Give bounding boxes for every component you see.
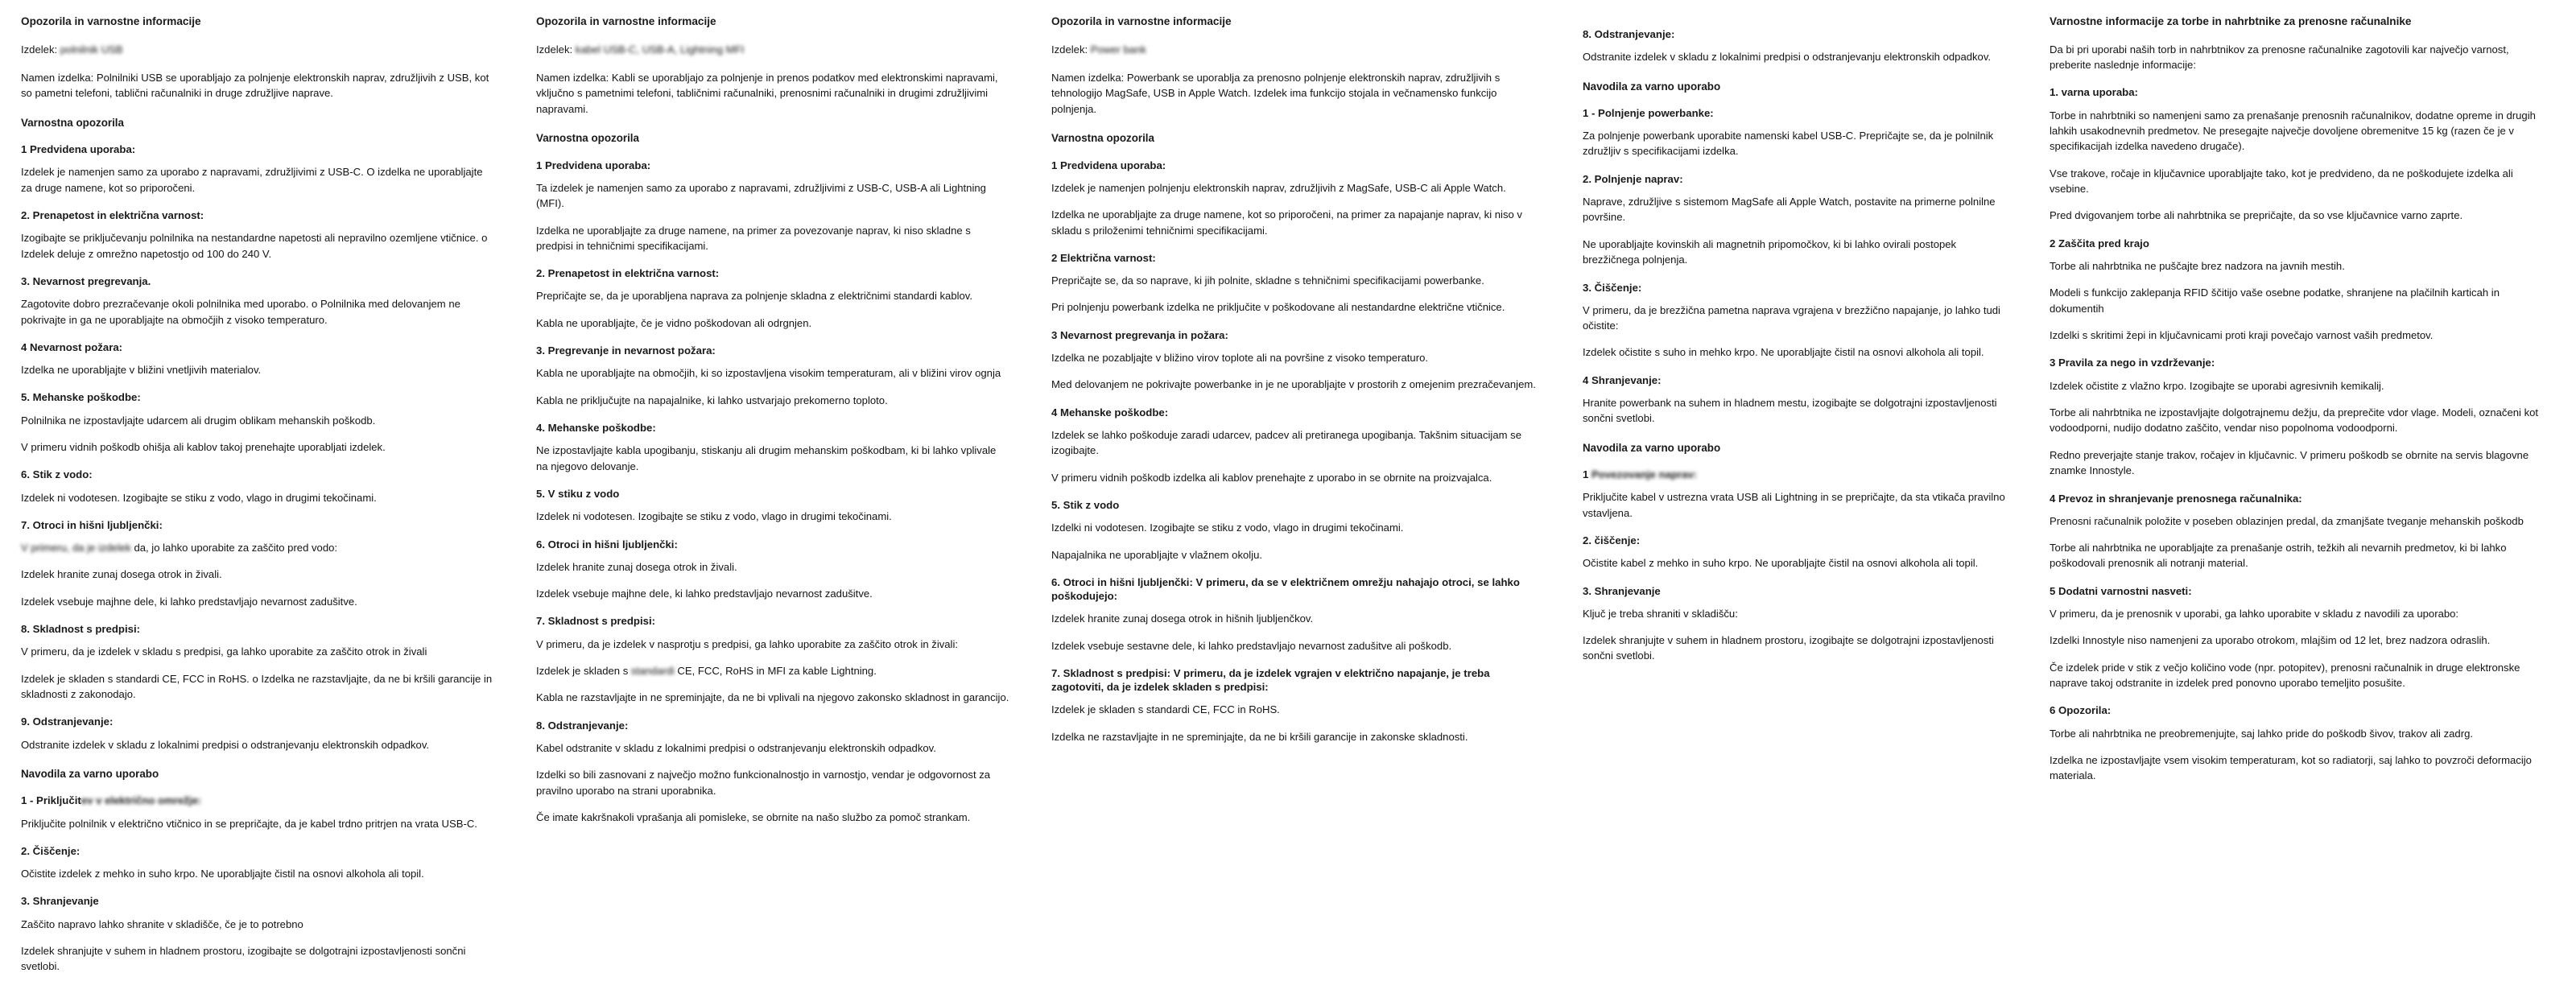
subsection-heading: 3. Shranjevanje <box>1583 584 1661 597</box>
paragraph: Izdelki s skritimi žepi in ključavnicami proti kraji povečajo varnost vaših predmetov. <box>2050 329 2434 342</box>
subsection-heading: 2. Polnjenje naprav: <box>1583 172 1683 185</box>
section-heading: Varnostna opozorila <box>536 132 639 145</box>
subsection-heading: 5 Dodatni varnostni nasveti: <box>2050 584 2192 597</box>
paragraph: Zagotovite dobro prezračevanje okoli polnilnika med uporabo. o Polnilnika med delovanjem ne pokrivajte in ga ne uporabljajte na območjih z visoko temperaturo. <box>21 298 460 326</box>
paragraph: Izdelka ne razstavljajte in ne spreminjajte, da ne bi kršili garancije in zakonske skladnosti. <box>1051 730 1468 743</box>
section-title: Opozorila in varnostne informacije <box>21 15 201 27</box>
paragraph: V primeru, da je brezžična pametna naprava vgrajena v brezžično napajanje, jo lahko tudi očistite: <box>1583 303 2000 332</box>
paragraph: Izdelek očistite s suho in mehko krpo. Ne uporabljajte čistil na osnovi alkohola ali topil. <box>1583 346 1984 359</box>
paragraph: Ne uporabljajte kovinskih ali magnetnih pripomočkov, ki bi lahko ovirali postopek brezžičnega polnjenja. <box>1583 237 1957 266</box>
paragraph: Izdelka ne uporabljajte za druge namene, na primer za povezovanje naprav, ki niso skladne s predpisi in tehničnimi specifikacijami. <box>536 224 971 252</box>
heading-redacted-part: ev v električno omrežje: <box>80 794 202 807</box>
paragraph: V primeru, da je izdelek v nasprotju s predpisi, ga lahko uporabite za zaščito otrok in živali: <box>536 637 959 650</box>
paragraph: Izdelek hranite zunaj dosega otrok in živali. <box>21 568 222 581</box>
paragraph: Torbe ali nahrbtnika ne uporabljajte za prenašanje ostrih, težkih ali nevarnih predmetov, ki bi lahko poškodovali prenosnik ali notranji material. <box>2050 542 2507 570</box>
paragraph-visible-part-2: CE, FCC, RoHS in MFI za kable Lightning. <box>674 664 877 677</box>
paragraph: Izdelek hranite zunaj dosega otrok in hišnih ljubljenčkov. <box>1051 612 1314 625</box>
paragraph: Polnilnika ne izpostavljajte udarcem ali drugim oblikam mehanskih poškodb. <box>21 414 376 427</box>
paragraph: Prepričajte se, da so naprave, ki jih polnite, skladne s tehničnimi specifikacijami powerbanke. <box>1051 274 1484 287</box>
paragraph: Odstranite izdelek v skladu z lokalnimi predpisi o odstranjevanju elektronskih odpadkov. <box>1583 51 1992 64</box>
paragraph: Izdelka ne uporabljajte v bližini vnetljivih materialov. <box>21 364 262 377</box>
paragraph: Hranite powerbank na suhem in hladnem mestu, izogibajte se dolgotrajni izpostavljenosti sončni svetlobi. <box>1583 396 1997 425</box>
section-heading: Navodila za varno uporabo <box>21 768 159 780</box>
paragraph: Pred dvigovanjem torbe ali nahrbtnika se prepričajte, da so vse ključavnice varno zaprte. <box>2050 209 2463 222</box>
paragraph: Naprave, združljive s sistemom MagSafe ali Apple Watch, postavite na primerne polnilne površine. <box>1583 196 1996 224</box>
subsection-heading: 6. Otroci in hišni ljubljenčki: V primeru, da se v električnem omrežju nahajajo otroci, se lahko poškodujejo: <box>1051 575 1520 603</box>
subsection-heading: 6 Opozorila: <box>2050 704 2112 717</box>
product-name-line <box>536 42 1009 57</box>
product-name-line <box>21 42 494 57</box>
document-column-3 <box>1030 14 1562 756</box>
paragraph: Kabla ne uporabljajte na območjih, ki so izpostavljena visokim temperaturam, ali v bližini virov ognja <box>536 367 1001 380</box>
subsection-heading: 6. Stik z vodo: <box>21 468 93 481</box>
heading-redacted-part: Povezovanje naprav: <box>1591 468 1698 481</box>
paragraph: Izdelka ne pozabljajte v bližino virov toplote ali na površine z visoko temperaturo. <box>1051 351 1428 364</box>
subsection-heading: 3. Shranjevanje <box>21 895 99 908</box>
paragraph: V primeru, da je prenosnik v uporabi, ga lahko uporabite v skladu z navodili za uporabo: <box>2050 607 2459 620</box>
paragraph: Izdelki Innostyle niso namenjeni za uporabo otrokom, mlajšim od 12 let, brez nadzora odraslih. <box>2050 634 2491 647</box>
paragraph: Modeli s funkcijo zaklepanja RFID ščitijo vaše osebne podatke, shranjene na plačilnih karticah in dokumentih <box>2050 287 2500 315</box>
document-column-1 <box>0 14 515 986</box>
subsection-heading: 3. Čiščenje: <box>1583 281 1642 294</box>
subsection-heading: 3. Nevarnost pregrevanja. <box>21 275 151 288</box>
paragraph: V primeru vidnih poškodb izdelka ali kablov prenehajte z uporabo in se obrnite na proizvajalca. <box>1051 471 1492 484</box>
paragraph: Izdelek je namenjen samo za uporabo z napravami, združljivimi z USB-C. O izdelka ne uporabljajte za druge namene, kot so priporočeni. <box>21 166 483 194</box>
paragraph: Torbe ali nahrbtnika ne preobremenjujte, saj lahko pride do poškodb šivov, trakov ali zadrg. <box>2050 727 2473 740</box>
paragraph: Izdelek hranite zunaj dosega otrok in živali. <box>536 560 737 573</box>
heading-visible-part: 1 - Priključit <box>21 794 81 807</box>
section-heading: Navodila za varno uporabo <box>1583 80 1721 93</box>
subsection-heading: 2. Čiščenje: <box>21 844 80 857</box>
subsection-heading: 2. Prenapetost in električna varnost: <box>536 267 720 280</box>
subsection-heading: 5. Mehanske poškodbe: <box>21 391 141 404</box>
paragraph: Med delovanjem ne pokrivajte powerbanke in je ne uporabljajte v prostorih z omejenim prezračevanjem. <box>1051 378 1536 391</box>
paragraph: Izdelki ni vodotesen. Izogibajte se stiku z vodo, vlago in drugimi tekočinami. <box>1051 522 1404 534</box>
section-heading: Navodila za varno uporabo <box>1583 441 1721 454</box>
product-label: Izdelek: <box>21 43 60 56</box>
subsection-heading: 4 Nevarnost požara: <box>21 340 123 353</box>
paragraph: Izdelek shranjujte v suhem in hladnem prostoru, izogibajte se dolgotrajni izpostavljenosti sončni svetlobi. <box>21 945 466 973</box>
paragraph: Priključite polnilnik v električno vtičnico in se prepričajte, da je kabel trdno pritrjen na vrata USB-C. <box>21 817 477 830</box>
paragraph: Kabla ne razstavljajte in ne spreminjajte, da ne bi vplivali na njegovo zakonsko skladnost in garancijo. <box>536 691 1009 704</box>
document-column-5 <box>2029 14 2560 795</box>
paragraph: Namen izdelka: Kabli se uporabljajo za polnjenje in prenos podatkov med elektronskimi napravami, vključno s pametnimi telefoni, tabličnimi računalniki, prenosnimi računalniki in drugimi združljivimi napravami. <box>536 72 998 115</box>
product-value-redacted: Power bank <box>1090 43 1146 56</box>
product-value-redacted: polnilnik USB <box>60 43 123 56</box>
paragraph: Ta izdelek je namenjen samo za uporabo z napravami, združljivimi z USB-C, USB-A ali Lightning (MFI). <box>536 181 986 210</box>
paragraph: Kabel odstranite v skladu z lokalnimi predpisi o odstranjevanju elektronskih odpadkov. <box>536 741 936 754</box>
subsection-heading: 1. varna uporaba: <box>2050 86 2138 99</box>
subsection-heading: 1 - Polnjenje powerbanke: <box>1583 106 1714 119</box>
subsection-heading: 7. Skladnost s predpisi: <box>536 615 656 628</box>
paragraph: Namen izdelka: Powerbank se uporablja za prenosno polnjenje elektronskih naprav, združljivih s tehnologijo MagSafe, USB in Apple Watch. Izdelek ima funkcijo stojala in večnamensko funkcijo polnjenja. <box>1051 72 1501 115</box>
paragraph: Ključ je treba shraniti v skladišču: <box>1583 607 1738 620</box>
subsection-heading: 6. Otroci in hišni ljubljenčki: <box>536 538 678 550</box>
subsection-heading: 3 Pravila za nego in vzdrževanje: <box>2050 357 2215 369</box>
paragraph: V primeru vidnih poškodb ohišja ali kablov takoj prenehajte uporabljati izdelek. <box>21 441 386 453</box>
subsection-heading: 2 Zaščita pred krajo <box>2050 237 2149 249</box>
paragraph-visible-part: da, jo lahko uporabite za zaščito pred vodo: <box>130 542 338 555</box>
paragraph: Izdelek se lahko poškoduje zaradi udarcev, padcev ali pretiranega upogibanja. Takšnim situacijam se izogibajte. <box>1051 428 1521 457</box>
document-column-2 <box>515 14 1030 836</box>
product-value-redacted: kabel USB-C, USB-A, Lightning MFI <box>575 43 745 56</box>
paragraph-redacted-part: standardi <box>630 664 675 677</box>
subsection-heading: 3 Nevarnost pregrevanja in požara: <box>1051 328 1228 341</box>
paragraph: Izdelki so bili zasnovani z največjo možno funkcionalnostjo in varnostjo, vendar je odgovornost za pravilno uporabo na strani uporabnika. <box>536 769 991 797</box>
paragraph: Izdelek shranjujte v suhem in hladnem prostoru, izogibajte se dolgotrajni izpostavljenosti sončni svetlobi. <box>1583 634 1994 662</box>
paragraph: Izdelek ni vodotesen. Izogibajte se stiku z vodo, vlago in drugimi tekočinami. <box>536 510 892 523</box>
paragraph: Izdelek vsebuje majhne dele, ki lahko predstavljajo nevarnost zadušitve. <box>21 595 357 608</box>
paragraph: Namen izdelka: Polnilniki USB se uporabljajo za polnjenje elektronskih naprav, združljivih z USB, kot so pametni telefoni, tablični računalniki in druge združljive naprave. <box>21 72 489 100</box>
subsection-heading: 9. Odstranjevanje: <box>21 715 114 728</box>
subsection-heading: 1 Predvidena uporaba: <box>1051 159 1166 171</box>
paragraph-visible-part: Izdelek je skladen s <box>536 664 631 677</box>
paragraph: Torbe ali nahrbtnika ne puščajte brez nadzora na javnih mestih. <box>2050 259 2345 272</box>
product-label: Izdelek: <box>1051 43 1091 56</box>
paragraph: Izdelek je namenjen polnjenju elektronskih naprav, združljivih z MagSafe, USB-C ali Apple Watch. <box>1051 181 1506 194</box>
paragraph: Izdelek vsebuje majhne dele, ki lahko predstavljajo nevarnost zadušitve. <box>536 588 873 600</box>
subsection-heading: 2 Električna varnost: <box>1051 251 1156 264</box>
paragraph: Da bi pri uporabi naših torb in nahrbtnikov za prenosne računalnike zagotovili kar največjo varnost, preberite naslednje informacije: <box>2050 43 2509 72</box>
subsection-heading: 2. čiščenje: <box>1583 534 1641 547</box>
paragraph: Očistite izdelek z mehko in suho krpo. Ne uporabljajte čistil na osnovi alkohola ali topil. <box>21 868 424 880</box>
paragraph: Zaščito napravo lahko shranite v skladišče, če je to potrebno <box>21 917 303 930</box>
paragraph-redacted-part: V primeru, da je izdelek <box>21 542 131 555</box>
paragraph: V primeru, da je izdelek v skladu s predpisi, ga lahko uporabite za zaščito otrok in živali <box>21 645 427 658</box>
document-column-4 <box>1562 14 2029 675</box>
paragraph: Izdelek ni vodotesen. Izogibajte se stiku z vodo, vlago in drugimi tekočinami. <box>21 491 377 504</box>
paragraph-redacted <box>21 540 494 555</box>
paragraph: Izdelek očistite z vlažno krpo. Izogibajte se uporabi agresivnih kemikalij. <box>2050 379 2384 392</box>
paragraph: Če imate kakršnakoli vprašanja ali pomisleke, se obrnite na našo službo za pomoč strankam. <box>536 810 971 823</box>
paragraph: Ne izpostavljajte kabla upogibanju, stiskanju ali drugim mehanskim poškodbam, ki bi lahko vplivale na njegovo delovanje. <box>536 444 997 472</box>
paragraph-redacted <box>536 663 1009 678</box>
paragraph: Redno preverjajte stanje trakov, ročajev in ključavnic. V primeru poškodb se obrnite na servis blagovne znamke Innostyle. <box>2050 448 2529 477</box>
subsection-heading: 4. Mehanske poškodbe: <box>536 422 656 435</box>
subsection-heading: 4 Prevoz in shranjevanje prenosnega računalnika: <box>2050 492 2302 505</box>
paragraph: Torbe ali nahrbtnika ne izpostavljajte dolgotrajnemu dežju, da preprečite vdor vlage. Modeli, označeni kot vodoodporni, nudijo dodatno zaščito, vendar niso popolnoma vodoodporni. <box>2050 406 2539 435</box>
subsection-heading: 7. Otroci in hišni ljubljenčki: <box>21 518 163 531</box>
section-heading: Varnostna opozorila <box>1051 132 1154 145</box>
paragraph: Vse trakove, ročaje in ključavnice uporabljajte tako, kot je predvideno, da ne poškodujete izdelka ali vsebine. <box>2050 167 2513 196</box>
section-title: Varnostne informacije za torbe in nahrbtnike za prenosne računalnike <box>2050 15 2412 27</box>
subsection-heading: 5. V stiku z vodo <box>536 487 620 500</box>
paragraph: Za polnjenje powerbank uporabite namenski kabel USB-C. Prepričajte se, da je polnilnik združljiv s specifikacijami izdelka. <box>1583 130 1994 158</box>
subsection-heading-redacted <box>21 794 494 807</box>
paragraph: Torbe in nahrbtniki so namenjeni samo za prenašanje prenosnih računalnikov, dodatne opreme in drugih lahkih usakodnevnih predmetov. Ne presegajte največje dovoljene obremenitve 15 kg (razen če je v specifikacijah izdelka navedeno drugače). <box>2050 109 2536 153</box>
paragraph: Kabla ne priključujte na napajalnike, ki lahko ustvarjajo prekomerno toploto. <box>536 394 888 406</box>
paragraph: Pri polnjenju powerbank izdelka ne priključite v poškodovane ali nestandardne električne vtičnice. <box>1051 301 1505 314</box>
subsection-heading: 3. Pregrevanje in nevarnost požara: <box>536 344 716 357</box>
product-label: Izdelek: <box>536 43 576 56</box>
subsection-heading: 1 Predvidena uporaba: <box>536 159 651 171</box>
subsection-heading: 2. Prenapetost in električna varnost: <box>21 209 204 222</box>
section-title: Opozorila in varnostne informacije <box>1051 15 1232 27</box>
paragraph: Izdelek vsebuje sestavne dele, ki lahko predstavljajo nevarnost zadušitve ali poškodb. <box>1051 639 1452 652</box>
subsection-heading: 8. Odstranjevanje: <box>536 719 629 732</box>
paragraph: Priključite kabel v ustrezna vrata USB ali Lightning in se prepričajte, da sta vtikača pravilno vstavljena. <box>1583 491 2005 519</box>
paragraph: Prepričajte se, da je uporabljena naprava za polnjenje skladna z električnimi standardi kablov. <box>536 290 973 303</box>
subsection-heading: 4 Shranjevanje: <box>1583 373 1662 386</box>
paragraph: Izogibajte se priključevanju polnilnika na nestandardne napetosti ali nepravilno ozemljene vtičnice. o Izdelek deluje z omrežno napetostjo od 100 do 240 V. <box>21 232 488 260</box>
paragraph: Izdelka ne uporabljajte za druge namene, kot so priporočeni, na primer za napajanje naprav, ki niso v skladu s priloženimi tehničnimi specifikacijami. <box>1051 208 1522 237</box>
paragraph: Napajalnika ne uporabljajte v vlažnem okolju. <box>1051 548 1263 561</box>
section-title: Opozorila in varnostne informacije <box>536 15 716 27</box>
paragraph: Če izdelek pride v stik z večjo količino vode (npr. potopitev), prenosni računalnik in druge elektronske naprave takoj odstranite in izdelek pred ponovno uporabo temeljito posušite. <box>2050 661 2520 690</box>
subsection-heading: 8. Skladnost s predpisi: <box>21 623 141 636</box>
paragraph: Prenosni računalnik položite v poseben oblazinjen predal, da zmanjšate tveganje mehanskih poškodb <box>2050 514 2524 527</box>
paragraph: Izdelek je skladen s standardi CE, FCC in RoHS. o Izdelka ne razstavljajte, da ne bi kršili garancije in skladnosti z zakonodajo. <box>21 672 493 701</box>
product-name-line <box>1051 42 1541 57</box>
paragraph: Odstranite izdelek v skladu z lokalnimi predpisi o odstranjevanju elektronskih odpadkov. <box>21 738 430 751</box>
subsection-heading: 8. Odstranjevanje: <box>1583 28 1675 40</box>
section-heading: Varnostna opozorila <box>21 116 124 129</box>
paragraph: Očistite kabel z mehko in suho krpo. Ne uporabljajte čistil na osnovi alkohola ali topil. <box>1583 557 1979 570</box>
subsection-heading-redacted <box>1583 468 2008 481</box>
subsection-heading: 1 Predvidena uporaba: <box>21 143 136 156</box>
paragraph: Kabla ne uporabljajte, če je vidno poškodovan ali odrgnjen. <box>536 316 812 329</box>
paragraph: Izdelek je skladen s standardi CE, FCC in RoHS. <box>1051 703 1280 716</box>
subsection-heading: 5. Stik z vodo <box>1051 498 1120 511</box>
paragraph: Izdelka ne izpostavljajte vsem visokim temperaturam, kot so radiatorji, saj lahko to povzroči deformacijo materiala. <box>2050 753 2532 782</box>
heading-visible-part: 1 <box>1583 468 1591 481</box>
subsection-heading: 4 Mehanske poškodbe: <box>1051 406 1169 418</box>
subsection-heading: 7. Skladnost s predpisi: V primeru, da je izdelek vgrajen v električno napajanje, je treba zagotoviti, da je izdelek skladen s predpisi: <box>1051 666 1490 694</box>
